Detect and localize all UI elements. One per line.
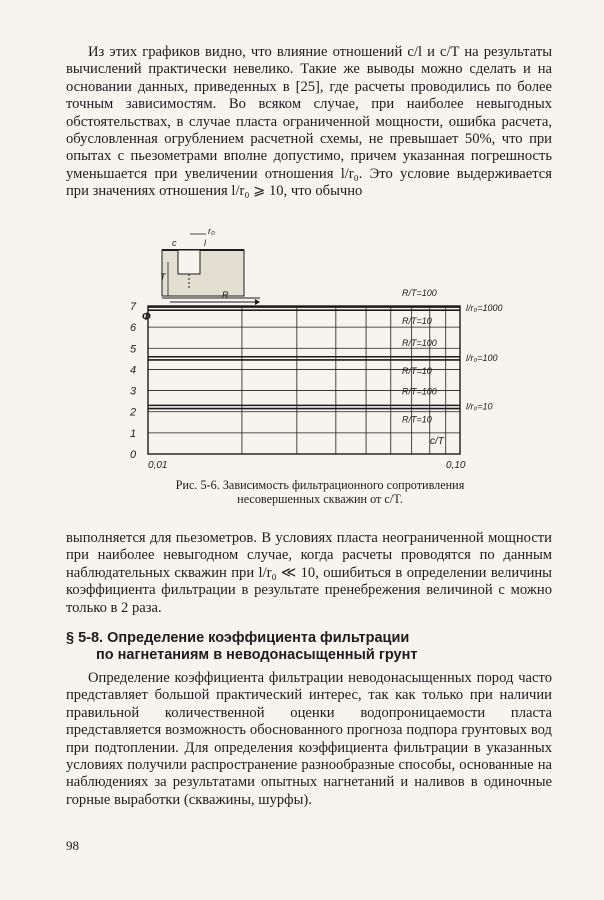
y-axis-ticks: [129, 301, 137, 461]
inset-label-c: c: [172, 238, 177, 248]
paragraph-2: выполняется для пьезометров. В условиях пласта неограниченной мощности при наиболее невыгодном случае, когда расчеты проводятся по данным наблюдательных скважин при l/r₀ ≪ 10, ошибиться в определении величины коэффициента фильтрации в результате пренебрежения величиной c можно только в 2 раза.: [66, 530, 552, 616]
y-tick-label: 2: [130, 406, 137, 419]
x-tick-label: 0,01: [148, 460, 168, 471]
rt-label: R/T=100: [402, 386, 437, 397]
y-tick-label: 7: [130, 301, 137, 313]
rt-label: R/T=10: [402, 365, 432, 376]
caption-line-2: несовершенных скважин от c/T.: [237, 492, 403, 506]
inset-label-R: R: [222, 290, 229, 300]
y-tick-label: 5: [130, 343, 137, 356]
page-number: 98: [66, 838, 79, 853]
group-label: l/r₀=10: [466, 401, 493, 412]
rt-label: R/T=10: [402, 316, 432, 327]
group-label: l/r₀=100: [466, 352, 498, 363]
group-label: l/r₀=1000: [466, 303, 503, 314]
caption-line-1: Рис. 5-6. Зависимость фильтрационного сопротивления: [175, 478, 465, 492]
y-tick-label: 6: [130, 322, 137, 335]
rt-label: R/T=100: [402, 337, 437, 348]
rt-label: R/T=10: [402, 414, 432, 425]
chart-grid: [148, 306, 460, 454]
plot-frame: [148, 306, 460, 454]
heading-line-1: § 5-8. Определение коэффициента фильтрации: [66, 630, 410, 646]
y-tick-label: 4: [130, 364, 137, 377]
figure-caption: [150, 478, 490, 506]
y-tick-label: 0: [130, 449, 137, 461]
heading-line-2: по нагнетаниям в неводонасыщенный грунт: [96, 647, 418, 663]
rt-label: R/T=100: [402, 288, 437, 299]
paragraph-3: Определение коэффициента фильтрации неводонасыщенных пород часто представляет большой практический интерес, так как только при наличии правильной количественной оценки водопроницаемости пласта представляется возможность обоснованного прогноза подпора грунтовых вод при подтоплении. Для определения коэффициента фильтрации в указанных условиях получили распространение разнообразные способы, основанные на наблюдениях за результатами опытных нагнетаний и наливов в одиночные горные выработки (скважины, шурфы).: [66, 670, 552, 808]
paragraph-1: Из этих графиков видно, что влияние отношений c/l и c/T на результаты вычислений практически невелико. Такие же выводы можно сделать и на основании данных, приведенных в [25], где расчеты проводились по более точным зависимостям. Во всяком случае, при наиболее невыгодных обстоятельствах, в случае пласта ограниченной мощности, ошибка расчета, обусловленная огрублением расчетной схемы, не превышает 50%, что при опытах с пьезометрами вполне допустимо, причем указанная погрешность уменьшается при увеличении отношения l/r₀. Это условие выдерживается при значениях отношения l/r₀ ⩾ 10, что обычно: [66, 44, 552, 200]
well-inset-sketch: [160, 226, 260, 305]
y-axis-label: Ф: [142, 311, 151, 323]
section-heading: [66, 630, 552, 664]
inset-label-r0: r₀: [208, 226, 215, 236]
inset-label-T: T: [160, 272, 166, 282]
x-tick-label: 0,10: [446, 460, 466, 471]
x-axis-ticks: [148, 460, 466, 471]
x-axis-label: c/T: [430, 436, 444, 447]
y-tick-label: 1: [130, 427, 137, 440]
figure-5-6-chart: [110, 222, 530, 477]
inset-label-l: l: [204, 238, 206, 248]
y-tick-label: 3: [130, 385, 137, 398]
